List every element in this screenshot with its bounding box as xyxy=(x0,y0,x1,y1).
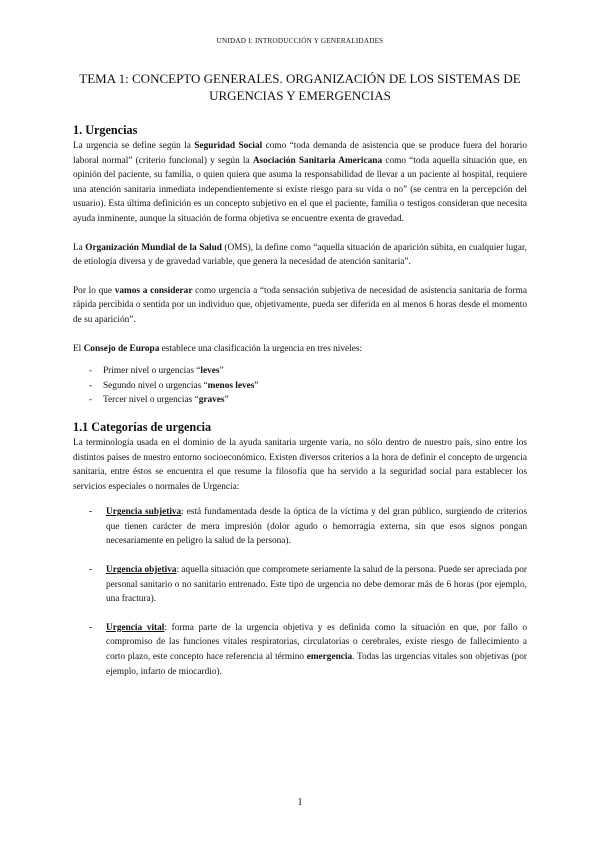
text-run: ” xyxy=(254,380,259,391)
list-item xyxy=(73,621,527,679)
text-run: establece una clasificación la urgencia en tres niveles: xyxy=(159,343,363,354)
text-run: como “toda demanda de asistencia que se produce fuera del horario laboral normal” (criterio funcional) y según la xyxy=(73,141,527,166)
text-run: : aquella situación que compromete seriamente la salud de la persona. Puede ser apreciada por personal sanitario o no sanitario entrenado. Este tipo de urgencia no debe demorar más de 6 horas (por ejemplo, una fractura). xyxy=(106,565,527,605)
list-item xyxy=(73,379,527,394)
list-item xyxy=(73,393,527,408)
level-label: leves xyxy=(200,366,220,377)
text-run: como “toda aquella situación que, en opinión del paciente, su familia, o quien quiera que asuma la responsabilidad de llevar a un paciente al hospital, requiere una atención sanitaria inmediata independientemente si existe riesgo para su vida o no” (se centra en la percepción del usuario). Esta última definición es un concepto subjetivo en el que el paciente, familia o testigos consideran que necesita ayuda inminente, aunque la situación de forma objetiva se encuentre exenta de gravedad. xyxy=(73,155,527,224)
text-run: Segundo nivel o urgencias “ xyxy=(103,380,208,391)
text-run: ” xyxy=(224,395,229,406)
paragraph-oms xyxy=(73,241,527,270)
text-run: Primer nivel o urgencias “ xyxy=(103,366,201,377)
term-emergencia: emergencia xyxy=(306,652,353,663)
term-urgencia-subjetiva: Urgencia subjetiva xyxy=(106,507,182,518)
text-run: : forma parte de la urgencia objetiva y es definida como la situación en que, por fallo o compromiso de las funciones vitales respiratorias, circulatorias o cerebrales, existe riesgo de fallecimiento a corto plazo, este concepto hace referencia al término xyxy=(106,622,527,663)
list-dash: - xyxy=(89,565,93,576)
level-label: menos leves xyxy=(207,380,255,391)
term-urgencia-vital: Urgencia vital xyxy=(106,622,165,633)
term-asociacion-sanitaria: Asociación Sanitaria Americana xyxy=(252,155,383,166)
urgency-levels-list xyxy=(73,364,527,408)
term-urgencia-objetiva: Urgencia objetiva xyxy=(106,565,177,576)
text-run: Tercer nivel o urgencias “ xyxy=(103,395,199,406)
text-run: La urgencia se define según la xyxy=(73,141,195,151)
section-heading-categorias: 1.1 Categorías de urgencia xyxy=(73,419,212,434)
text-run: como urgencia a “toda sensación subjetiva de necesidad de asistencia sanitaria de forma rápida percibida o sentida por un individuo que, objetivamente, pueda ser diferida en al menos 6 horas desde el momento de su aparición”. xyxy=(73,285,527,325)
text-run: . Todas las urgencias vitales son objetivas (por ejemplo, infarto de miocardio). xyxy=(106,652,528,677)
paragraph-consideracion xyxy=(73,284,527,328)
level-label: graves xyxy=(198,395,225,406)
text-run: El xyxy=(73,343,84,354)
urgency-categories-list xyxy=(73,505,527,679)
list-item xyxy=(73,563,527,607)
term-seguridad-social: Seguridad Social xyxy=(194,141,263,151)
text-run: : está fundamentada desde la óptica de la víctima y del gran público, surgiendo de criterios que tienen carácter de mera impresión (dolor agudo o hemorragia externa, sin que esos signos pongan necesariamente en peligro la salud de la persona). xyxy=(106,507,527,547)
term-vamos-a-considerar: vamos a considerar xyxy=(114,285,193,296)
term-consejo-europa: Consejo de Europa xyxy=(83,343,160,354)
term-oms: Organización Mundial de la Salud xyxy=(85,242,222,253)
section-heading-urgencias: 1. Urgencias xyxy=(73,123,138,137)
document-body xyxy=(73,122,527,693)
document-title: TEMA 1: CONCEPTO GENERALES. ORGANIZACIÓN DE LOS SISTEMAS DE URGENCIAS Y EMERGENCIAS xyxy=(79,71,521,103)
running-header: UNIDAD I: INTRODUCCIÓN Y GENERALIDADES xyxy=(216,37,384,45)
paragraph-definition xyxy=(73,139,527,227)
page-number: 1 xyxy=(297,797,303,808)
list-dash: - xyxy=(89,507,93,518)
paragraph-categorias-intro: La terminología usada en el dominio de la ayuda sanitaria urgente varía, no sólo dentro de nuestro país, sino entre los distintos países de nuestro entorno socioeconómico. Existen diversos criterios a la hora de definir el concepto de urgencia sanitaria, entre éstos se encuentra el que resume la filosofía que ha servido a la seguridad social para establecer los servicios especiales o normales de Urgencia: xyxy=(73,437,527,492)
text-run: (OMS), la define como “aquella situación de aparición súbita, en cualquier lugar, de etiología diversa y de gravedad variable, que genera la necesidad de atención sanitaria”. xyxy=(73,242,527,268)
text-run: La xyxy=(73,242,86,253)
list-item xyxy=(73,364,527,379)
paragraph-consejo-europa xyxy=(73,342,527,357)
text-run: ” xyxy=(219,366,224,377)
list-dash: - xyxy=(89,622,93,633)
list-item xyxy=(73,505,527,549)
text-run: Por lo que xyxy=(73,285,115,296)
